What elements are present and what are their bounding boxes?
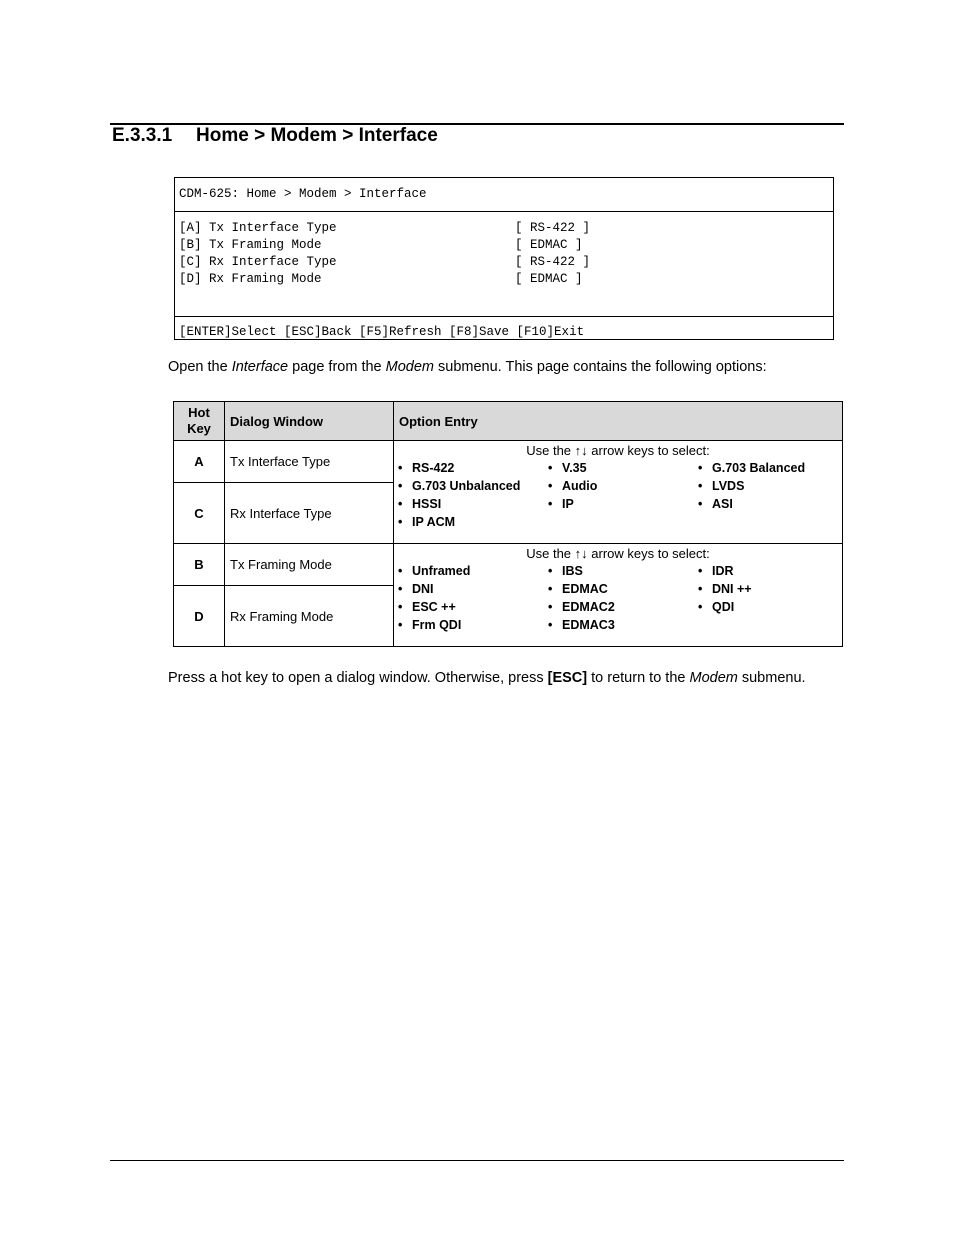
option-item: • RS-422 [398,461,548,475]
option-item: • Audio [548,479,698,493]
interface-options-list [398,461,838,529]
table-row [174,441,843,483]
terminal-value-b: [ EDMAC ] [515,238,583,252]
intro-text: Open the [168,359,232,375]
outro-text: Press a hot key to open a dialog window. Otherwise, press [168,670,548,686]
option-item: • IDR [698,564,838,578]
interface-options-cell [394,441,843,544]
intro-text: submenu. This page contains the following options: [434,359,767,375]
outro-modem-term: Modem [689,670,738,686]
intro-interface-term: Interface [231,359,289,375]
dialog-window-cell: Rx Framing Mode [225,586,394,647]
section-heading [112,125,438,147]
outro-text: to return to the [587,670,690,686]
dialog-window-cell: Rx Interface Type [225,483,394,544]
option-item: • EDMAC2 [548,600,698,614]
table-row [174,544,843,586]
outro-paragraph [168,668,818,689]
section-number: E.3.3.1 [112,125,173,146]
options-instruction: Use the ↑↓ arrow keys to select: [526,546,710,561]
terminal-value-d: [ EDMAC ] [515,272,583,286]
esc-key-term: [ESC] [547,670,588,686]
terminal-menu-item-c[interactable]: [C] Rx Interface Type [179,255,337,269]
options-instruction: Use the ↑↓ arrow keys to select: [526,443,710,458]
terminal-screen [174,177,834,340]
dialog-window-cell: Tx Interface Type [225,441,394,483]
option-item: • DNI [398,582,548,596]
terminal-value-c: [ RS-422 ] [515,255,591,269]
header-option-entry: Option Entry [394,402,843,441]
hot-key-cell: D [174,586,225,647]
dialog-window-cell: Tx Framing Mode [225,544,394,586]
option-item: • G.703 Balanced [698,461,838,475]
framing-options-cell [394,544,843,647]
option-item: • Unframed [398,564,548,578]
intro-text: page from the [288,359,386,375]
option-item: • V.35 [548,461,698,475]
terminal-divider [175,316,833,317]
terminal-footer: [ENTER]Select [ESC]Back [F5]Refresh [F8]Save [F10]Exit [179,325,585,339]
terminal-title: CDM-625: Home > Modem > Interface [179,187,427,201]
terminal-value-a: [ RS-422 ] [515,221,591,235]
option-item: • EDMAC [548,582,698,596]
option-item: • LVDS [698,479,838,493]
header-dialog-window: Dialog Window [225,402,394,441]
option-item: • ASI [698,497,838,511]
terminal-menu-item-a[interactable]: [A] Tx Interface Type [179,221,337,235]
option-item: • DNI ++ [698,582,838,596]
option-item: • QDI [698,600,838,614]
section-title: Home > Modem > Interface [196,125,438,146]
option-item: • Frm QDI [398,618,548,632]
intro-paragraph [168,359,767,375]
option-item: • IP ACM [398,515,548,529]
hot-key-cell: C [174,483,225,544]
option-item: • IBS [548,564,698,578]
bottom-rule [110,1160,844,1161]
option-item: • HSSI [398,497,548,511]
terminal-divider [175,211,833,212]
terminal-menu-item-b[interactable]: [B] Tx Framing Mode [179,238,322,252]
hot-key-cell: A [174,441,225,483]
options-table [173,401,843,647]
option-item: • IP [548,497,698,511]
outro-text: submenu. [737,670,806,686]
option-item: • G.703 Unbalanced [398,479,548,493]
option-item: • EDMAC3 [548,618,698,632]
header-hot-key: Hot Key [174,402,225,441]
terminal-menu-item-d[interactable]: [D] Rx Framing Mode [179,272,322,286]
framing-options-list [398,564,838,632]
option-item: • ESC ++ [398,600,548,614]
intro-modem-term: Modem [385,359,434,375]
table-header-row [174,402,843,441]
hot-key-cell: B [174,544,225,586]
